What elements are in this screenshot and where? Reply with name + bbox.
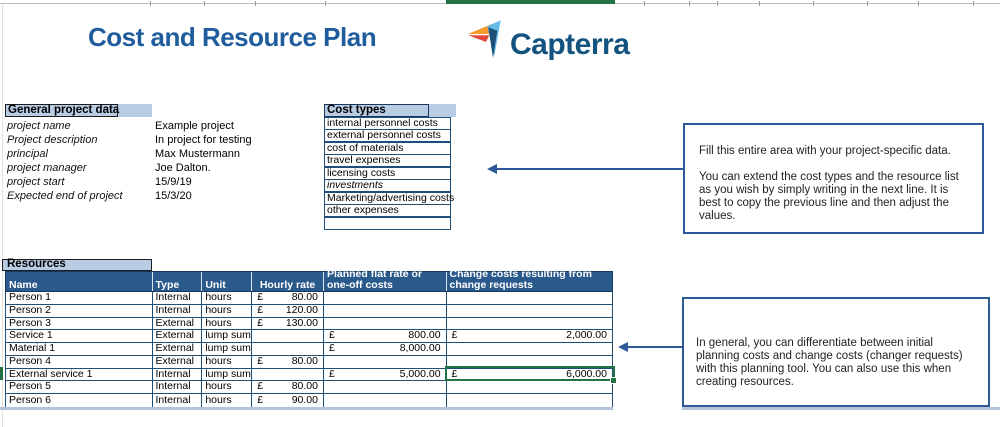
table-row [6, 330, 612, 343]
cell-change[interactable] [447, 343, 612, 355]
cost-type-item[interactable]: internal personnel costs [324, 117, 451, 130]
amount-value: 90.00 [291, 394, 318, 406]
column-gridline-tick [918, 1, 919, 6]
general-field-label[interactable]: project start [7, 176, 65, 188]
column-gridline-tick [973, 1, 974, 6]
cell-change[interactable] [447, 292, 612, 304]
column-gridline-tick [717, 1, 718, 6]
general-field-label[interactable]: project manager [7, 162, 87, 174]
cell-planned[interactable] [324, 356, 447, 368]
amount-value: 2,000.00 [566, 330, 607, 342]
currency-symbol: £ [257, 355, 264, 367]
note-box-project-data[interactable] [683, 123, 984, 234]
general-field-label[interactable]: principal [7, 148, 48, 160]
currency-symbol: £ [328, 343, 335, 355]
amount-value: 5,000.00 [399, 368, 441, 380]
note2-arrow-line [627, 346, 682, 348]
cell-name[interactable]: Material 1 [6, 343, 153, 355]
cell-type[interactable]: Internal [153, 292, 203, 304]
amount-value: 6,000.00 [566, 368, 607, 380]
cell-name[interactable]: Service 1 [6, 330, 153, 342]
cost-type-item[interactable]: cost of materials [324, 142, 451, 155]
currency-symbol: £ [328, 368, 335, 380]
cost-type-item[interactable] [324, 217, 451, 230]
general-field-value[interactable]: 15/3/20 [155, 190, 192, 202]
cell-name[interactable]: Person 3 [6, 318, 153, 330]
cell-hourly[interactable] [252, 381, 324, 393]
column-header[interactable]: Change costs resulting from change requests [449, 268, 592, 291]
cell-hourly[interactable] [252, 394, 324, 407]
amount-value: 800.00 [408, 330, 441, 342]
cell-type[interactable]: External [153, 356, 203, 368]
column-header[interactable]: Hourly rate [252, 272, 324, 291]
cell-planned[interactable] [324, 305, 447, 317]
cell-unit[interactable]: hours [202, 381, 252, 393]
cell-change[interactable] [447, 394, 612, 407]
cell-hourly[interactable] [252, 318, 324, 330]
cell-type[interactable]: Internal [153, 381, 203, 393]
selected-cell-outline[interactable] [445, 366, 615, 381]
cost-type-item[interactable]: travel expenses [324, 154, 451, 167]
general-field-value[interactable]: In project for testing [155, 134, 252, 146]
cell-name[interactable]: Person 5 [6, 381, 153, 393]
left-gridline [2, 5, 3, 427]
cell-planned[interactable] [324, 381, 447, 393]
cell-planned[interactable] [324, 343, 447, 355]
column-gridline-tick [813, 1, 814, 6]
table-row [6, 292, 612, 305]
cost-type-item[interactable]: external personnel costs [324, 129, 451, 142]
note-box-cost-differentiation[interactable] [682, 297, 990, 407]
cell-unit[interactable]: hours [202, 292, 252, 304]
general-field-value[interactable]: Max Mustermann [155, 148, 240, 160]
column-gridline-tick [867, 1, 868, 6]
cell-planned[interactable] [324, 292, 447, 304]
column-gridline-tick [325, 1, 326, 6]
cell-type[interactable]: External [153, 343, 203, 355]
currency-symbol: £ [257, 381, 264, 393]
cell-unit[interactable]: hours [202, 318, 252, 330]
cell-change[interactable] [447, 381, 612, 393]
column-gridline-tick [204, 1, 205, 6]
note1-arrow-head [487, 164, 497, 174]
cell-planned[interactable] [324, 318, 447, 330]
resources-header[interactable]: Resources [7, 258, 66, 270]
cell-type[interactable]: Internal [153, 305, 203, 317]
currency-symbol: £ [257, 394, 264, 406]
bottom-row-fill-left [0, 407, 613, 410]
cell-type[interactable]: External [153, 318, 203, 330]
column-header[interactable]: Type [153, 272, 203, 291]
cell-unit[interactable]: hours [202, 305, 252, 317]
cell-change[interactable] [447, 330, 612, 342]
column-header[interactable]: Unit [202, 272, 252, 291]
column-header[interactable]: Name [6, 272, 153, 291]
currency-symbol: £ [257, 317, 264, 329]
cell-name[interactable]: Person 2 [6, 305, 153, 317]
cell-hourly[interactable] [252, 356, 324, 368]
cell-unit[interactable]: lump sum [202, 330, 252, 342]
column-gridline-tick [255, 1, 256, 6]
cell-hourly[interactable] [252, 343, 324, 355]
cell-name[interactable]: Person 6 [6, 394, 153, 407]
cell-change[interactable] [447, 305, 612, 317]
cell-type[interactable]: External [153, 330, 203, 342]
cost-types-header[interactable]: Cost types [327, 104, 386, 116]
cell-type[interactable]: Internal [153, 369, 203, 381]
currency-symbol: £ [451, 330, 458, 342]
cell-hourly[interactable] [252, 369, 324, 381]
amount-value: 8,000.00 [399, 343, 441, 355]
selected-row-indicator [0, 367, 3, 380]
capterra-logo-text: Capterra [510, 28, 630, 61]
column-gridline-tick [689, 1, 690, 6]
amount-value: 120.00 [285, 304, 318, 316]
cell-name[interactable]: External service 1 [6, 369, 153, 381]
cell-planned[interactable] [324, 330, 447, 342]
note-paragraph: Fill this entire area with your project-specific data. [699, 145, 951, 157]
table-row [6, 394, 612, 407]
cell-unit[interactable]: hours [202, 356, 252, 368]
general-field-label[interactable]: Project description [7, 134, 98, 146]
selection-fill-handle[interactable] [610, 377, 617, 384]
general-data-header[interactable]: General project data [8, 104, 120, 116]
cell-planned[interactable] [324, 394, 447, 407]
column-gridline-tick [644, 1, 645, 6]
currency-symbol: £ [328, 330, 335, 342]
amount-value: 130.00 [285, 317, 318, 329]
general-field-value[interactable]: Joe Dalton. [155, 162, 211, 174]
note-paragraph: You can extend the cost types and the resource list as you wish by simply writing in the next line. It is best to copy the previous line and then adjust the values. [699, 171, 959, 222]
general-field-value[interactable]: Example project [155, 120, 234, 132]
currency-symbol: £ [257, 292, 264, 304]
cost-type-item[interactable]: other expenses [324, 204, 451, 217]
table-row [6, 343, 612, 356]
general-field-value[interactable]: 15/9/19 [155, 176, 192, 188]
amount-value: 80.00 [291, 292, 318, 304]
resources-table-header [5, 268, 613, 292]
selected-column-indicator [446, 0, 615, 4]
note2-arrow-head [618, 342, 628, 352]
cell-hourly[interactable] [252, 330, 324, 342]
resources-table-body [5, 292, 613, 409]
cell-name[interactable]: Person 4 [6, 356, 153, 368]
column-header[interactable]: Planned flat rate or one-off costs [324, 272, 447, 291]
cost-type-item[interactable]: licensing costs [324, 167, 451, 180]
cell-type[interactable]: Internal [153, 394, 203, 407]
cell-unit[interactable]: lump sum [202, 369, 252, 381]
cell-change[interactable] [447, 318, 612, 330]
table-row [6, 318, 612, 331]
currency-symbol: £ [451, 368, 458, 380]
table-row [6, 381, 612, 394]
bottom-row-fill-right [682, 407, 1000, 410]
column-gridline-tick [759, 1, 760, 6]
note1-arrow-line [496, 168, 683, 170]
cell-name[interactable]: Person 1 [6, 292, 153, 304]
cell-unit[interactable]: hours [202, 394, 252, 407]
column-gridline-tick [150, 1, 151, 6]
amount-value: 80.00 [291, 381, 318, 393]
currency-symbol: £ [257, 304, 264, 316]
table-row [6, 305, 612, 318]
cell-hourly[interactable] [252, 292, 324, 304]
cost-type-item[interactable]: Marketing/advertising costs [324, 192, 451, 205]
cell-planned[interactable] [324, 369, 447, 381]
cell-hourly[interactable] [252, 305, 324, 317]
general-field-label[interactable]: Expected end of project [7, 190, 123, 202]
page-title[interactable]: Cost and Resource Plan [88, 22, 377, 52]
capterra-logo [460, 15, 660, 70]
general-field-label[interactable]: project name [7, 120, 71, 132]
cell-unit[interactable]: lump sum [202, 343, 252, 355]
cost-type-item[interactable]: investments [324, 179, 451, 192]
note-paragraph: In general, you can differentiate between initial planning costs and change costs (changer requests) with this planning tool. You can also use this when creating resources. [696, 337, 963, 388]
amount-value: 80.00 [291, 355, 318, 367]
